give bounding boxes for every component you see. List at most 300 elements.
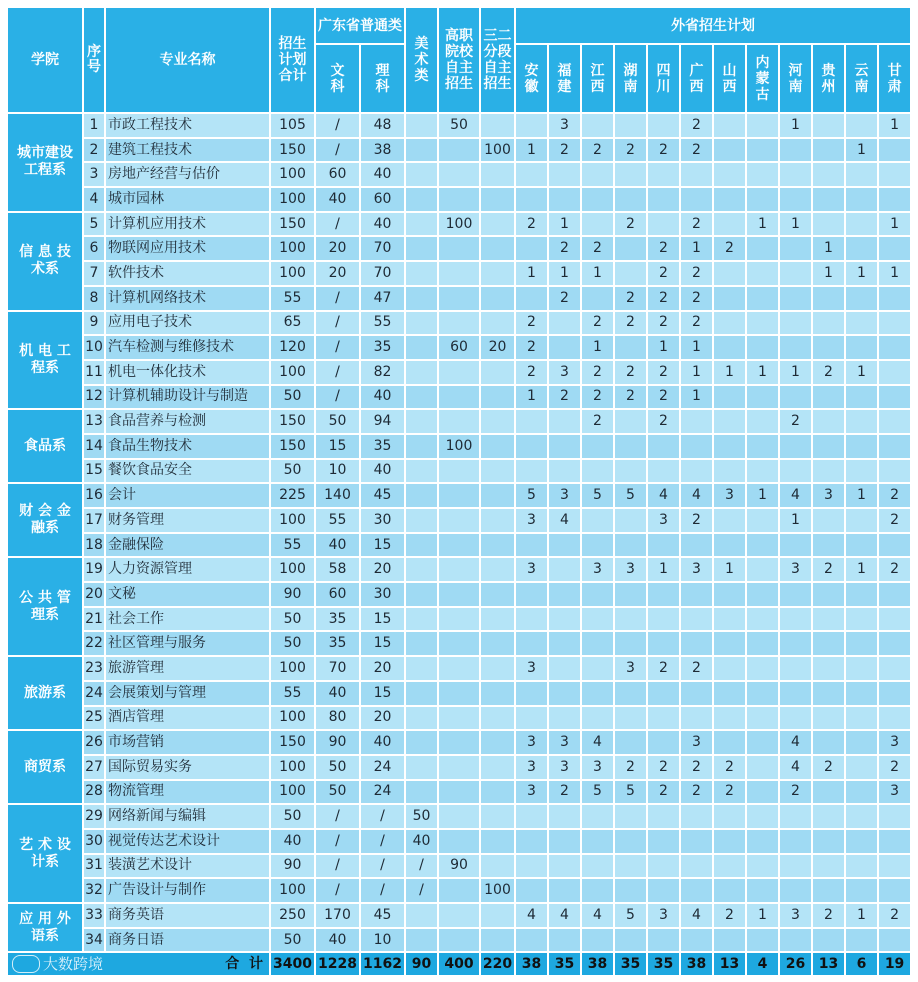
cell-value: 2 [680, 311, 713, 336]
cell-value [746, 533, 779, 558]
cell-value [548, 335, 581, 360]
table-row [7, 557, 911, 582]
cell-major: 市场营销 [105, 730, 270, 755]
cell-value: / [315, 113, 360, 138]
cell-value [438, 236, 480, 261]
cell-value [614, 829, 647, 854]
cell-value: / [405, 854, 438, 879]
cell-value [480, 557, 515, 582]
cell-value [614, 706, 647, 731]
cell-value [779, 829, 812, 854]
cell-value: 3 [515, 557, 548, 582]
cell-seq: 9 [83, 311, 105, 336]
cell-value: 3 [680, 557, 713, 582]
cell-value [614, 533, 647, 558]
cell-major: 酒店管理 [105, 706, 270, 731]
cell-value: 2 [581, 409, 614, 434]
cell-seq: 27 [83, 755, 105, 780]
cell-value [480, 706, 515, 731]
header-seq-text: 序号 [87, 44, 101, 75]
cell-total: 105 [270, 113, 315, 138]
cell-value [614, 730, 647, 755]
total-value: 400 [438, 952, 480, 976]
cell-value [713, 409, 746, 434]
cell-value [812, 335, 845, 360]
cell-value [845, 854, 878, 879]
cell-value [713, 829, 746, 854]
cell-value: 20 [360, 557, 405, 582]
cell-value [515, 878, 548, 903]
header-total-text: 招生计划合计 [278, 36, 307, 84]
cell-value [405, 656, 438, 681]
total-value: 1162 [360, 952, 405, 976]
cell-value [480, 311, 515, 336]
cell-value [812, 409, 845, 434]
cell-value [746, 113, 779, 138]
cell-value: 45 [360, 903, 405, 928]
cell-value [779, 533, 812, 558]
college-name-text: 信 息 技术系 [19, 244, 71, 278]
cell-value: 3 [548, 730, 581, 755]
cell-value [713, 804, 746, 829]
cell-value: 2 [812, 360, 845, 385]
cell-seq: 18 [83, 533, 105, 558]
cell-value [746, 656, 779, 681]
cell-seq: 3 [83, 162, 105, 187]
cell-value: 30 [360, 508, 405, 533]
cell-value [878, 854, 911, 879]
cell-value [647, 928, 680, 953]
cell-value [713, 138, 746, 163]
cell-value [480, 113, 515, 138]
cell-value [647, 681, 680, 706]
cell-value: 50 [315, 755, 360, 780]
cell-major: 建筑工程技术 [105, 138, 270, 163]
cell-value [878, 878, 911, 903]
cell-value: 20 [360, 706, 405, 731]
cell-value [647, 113, 680, 138]
cell-value [405, 459, 438, 484]
cell-value: 1 [845, 903, 878, 928]
table-row [7, 187, 911, 212]
cell-total: 150 [270, 730, 315, 755]
cell-value [614, 928, 647, 953]
cell-value [878, 829, 911, 854]
cell-value [405, 631, 438, 656]
cell-value: 1 [812, 236, 845, 261]
cell-value [713, 335, 746, 360]
cell-value: 5 [581, 483, 614, 508]
total-value: 35 [548, 952, 581, 976]
cell-major: 物联网应用技术 [105, 236, 270, 261]
cell-value [647, 533, 680, 558]
cell-total: 225 [270, 483, 315, 508]
college-name-text: 城市建设工程系 [17, 145, 73, 179]
cell-value: 3 [647, 508, 680, 533]
college-name [7, 409, 83, 483]
cell-value [614, 335, 647, 360]
cell-value [779, 286, 812, 311]
cell-value: 10 [360, 928, 405, 953]
cell-value [438, 804, 480, 829]
cell-value [746, 162, 779, 187]
cell-total: 100 [270, 656, 315, 681]
cell-value [614, 236, 647, 261]
cell-value: 2 [878, 755, 911, 780]
cell-value: 5 [581, 780, 614, 805]
table-row [7, 607, 911, 632]
cell-total: 150 [270, 409, 315, 434]
cell-value [812, 878, 845, 903]
table-row [7, 854, 911, 879]
cell-value [680, 459, 713, 484]
cell-value [845, 162, 878, 187]
cell-seq: 16 [83, 483, 105, 508]
cell-value: 3 [581, 557, 614, 582]
cell-value [746, 187, 779, 212]
cell-total: 100 [270, 780, 315, 805]
cell-value [878, 706, 911, 731]
total-value: 13 [812, 952, 845, 976]
cell-value [647, 582, 680, 607]
cell-major: 文秘 [105, 582, 270, 607]
cell-value: 40 [360, 385, 405, 410]
cell-value [779, 878, 812, 903]
total-row [7, 952, 911, 976]
cell-seq: 13 [83, 409, 105, 434]
cell-seq: 7 [83, 261, 105, 286]
cell-value: 2 [614, 138, 647, 163]
cell-major: 商务日语 [105, 928, 270, 953]
cell-value: 1 [878, 212, 911, 237]
cell-value [614, 434, 647, 459]
cell-value: / [360, 878, 405, 903]
cell-total: 100 [270, 236, 315, 261]
cell-seq: 31 [83, 854, 105, 879]
cell-value: 40 [360, 162, 405, 187]
cell-value: 40 [405, 829, 438, 854]
header-province-text: 内蒙古 [755, 54, 770, 103]
cell-value: 1 [845, 483, 878, 508]
cell-value [878, 928, 911, 953]
cell-value: 2 [647, 385, 680, 410]
cell-value [878, 385, 911, 410]
cell-value [812, 138, 845, 163]
college-name-text: 财 会 金融系 [19, 503, 71, 537]
cell-value: / [315, 138, 360, 163]
cell-value: 2 [779, 409, 812, 434]
cell-value: 40 [315, 187, 360, 212]
cell-value [746, 582, 779, 607]
cell-value [405, 236, 438, 261]
cell-value: 1 [746, 360, 779, 385]
header-province [746, 44, 779, 113]
cell-value [438, 829, 480, 854]
cell-value: 1 [779, 508, 812, 533]
cell-value: 3 [680, 730, 713, 755]
cell-major: 会展策划与管理 [105, 681, 270, 706]
cell-value [845, 286, 878, 311]
cell-value: 2 [647, 138, 680, 163]
cell-major: 食品营养与检测 [105, 409, 270, 434]
cell-value [438, 878, 480, 903]
cell-value [438, 360, 480, 385]
cell-value [713, 385, 746, 410]
cell-value: 60 [315, 582, 360, 607]
header-province-text: 安徽 [524, 62, 539, 95]
cell-value [405, 434, 438, 459]
cell-value [405, 286, 438, 311]
cell-value [746, 311, 779, 336]
cell-value: 1 [680, 335, 713, 360]
cell-seq: 17 [83, 508, 105, 533]
cell-value [845, 582, 878, 607]
cell-value: 5 [614, 483, 647, 508]
cell-seq: 6 [83, 236, 105, 261]
cell-value [515, 681, 548, 706]
cell-value: 70 [315, 656, 360, 681]
cell-value [480, 385, 515, 410]
cell-value: 2 [680, 212, 713, 237]
cell-value [581, 187, 614, 212]
cell-value [405, 755, 438, 780]
cell-value: 2 [614, 286, 647, 311]
header-province-text: 四川 [656, 62, 671, 95]
cell-value [515, 706, 548, 731]
cell-value [812, 286, 845, 311]
cell-value: 100 [438, 434, 480, 459]
table-row [7, 409, 911, 434]
cell-value: / [315, 286, 360, 311]
cell-value [812, 113, 845, 138]
cell-value: 2 [647, 236, 680, 261]
cell-value [548, 928, 581, 953]
cell-value [438, 409, 480, 434]
cell-value: 3 [548, 360, 581, 385]
cell-value [878, 434, 911, 459]
cell-major: 广告设计与制作 [105, 878, 270, 903]
cell-value [515, 607, 548, 632]
cell-value [480, 508, 515, 533]
cell-value: 4 [680, 903, 713, 928]
cell-total: 100 [270, 187, 315, 212]
cell-value: 2 [878, 483, 911, 508]
cell-value [548, 187, 581, 212]
cell-seq: 28 [83, 780, 105, 805]
cell-value [405, 360, 438, 385]
cell-value [812, 607, 845, 632]
cell-value: 35 [315, 607, 360, 632]
cell-value: 3 [713, 483, 746, 508]
cell-value [438, 903, 480, 928]
cell-value [438, 681, 480, 706]
cell-value [438, 582, 480, 607]
cell-value [405, 706, 438, 731]
cell-seq: 29 [83, 804, 105, 829]
cell-seq: 20 [83, 582, 105, 607]
cell-value: 35 [360, 434, 405, 459]
cell-value [812, 854, 845, 879]
cell-value: 2 [779, 780, 812, 805]
cell-value [878, 236, 911, 261]
cell-value [680, 582, 713, 607]
cell-value [812, 928, 845, 953]
cell-value [515, 113, 548, 138]
cell-value: / [360, 854, 405, 879]
cell-value [812, 434, 845, 459]
cell-value [812, 162, 845, 187]
cell-value [438, 631, 480, 656]
cell-value: 20 [360, 656, 405, 681]
cell-value [746, 878, 779, 903]
cell-value [680, 829, 713, 854]
cell-value: 1 [647, 335, 680, 360]
cell-value [779, 706, 812, 731]
cell-value: 1 [779, 360, 812, 385]
cell-value [515, 409, 548, 434]
cell-value: 2 [614, 755, 647, 780]
cell-major: 机电一体化技术 [105, 360, 270, 385]
cell-value [548, 459, 581, 484]
cell-value [779, 138, 812, 163]
cell-value [647, 434, 680, 459]
cell-value [746, 508, 779, 533]
cell-value [713, 212, 746, 237]
cell-seq: 24 [83, 681, 105, 706]
cell-value: 60 [315, 162, 360, 187]
cell-value [480, 607, 515, 632]
cell-value: 2 [647, 409, 680, 434]
cell-total: 55 [270, 533, 315, 558]
total-value: 1228 [315, 952, 360, 976]
cell-value: 4 [581, 903, 614, 928]
cell-value: 3 [779, 557, 812, 582]
cell-value: 10 [315, 459, 360, 484]
cell-seq: 23 [83, 656, 105, 681]
cell-value: 3 [878, 780, 911, 805]
cell-value: 3 [878, 730, 911, 755]
cell-seq: 33 [83, 903, 105, 928]
cell-value [845, 113, 878, 138]
cell-value: 1 [515, 138, 548, 163]
cell-value [405, 780, 438, 805]
cell-value [438, 286, 480, 311]
cell-value [713, 878, 746, 903]
cell-value: 2 [548, 138, 581, 163]
cell-value [746, 286, 779, 311]
cell-total: 55 [270, 681, 315, 706]
cell-value [680, 804, 713, 829]
college-name [7, 483, 83, 557]
cell-seq: 12 [83, 385, 105, 410]
cell-major: 计算机应用技术 [105, 212, 270, 237]
cell-value [812, 829, 845, 854]
cell-value [438, 385, 480, 410]
cell-value: 4 [548, 508, 581, 533]
cell-value: 2 [812, 557, 845, 582]
cell-value [614, 681, 647, 706]
cell-value [548, 311, 581, 336]
cell-value [647, 878, 680, 903]
cell-value [480, 928, 515, 953]
cell-value [405, 113, 438, 138]
header-province [680, 44, 713, 113]
cell-value: 2 [713, 780, 746, 805]
cell-value: 2 [647, 755, 680, 780]
cell-value [614, 261, 647, 286]
cell-major: 餐饮食品安全 [105, 459, 270, 484]
cell-value: / [315, 829, 360, 854]
cell-major: 汽车检测与维修技术 [105, 335, 270, 360]
cell-value: 1 [878, 113, 911, 138]
table-row [7, 755, 911, 780]
cell-value [405, 533, 438, 558]
cell-value: / [315, 360, 360, 385]
cell-value [515, 459, 548, 484]
cell-value: 2 [515, 311, 548, 336]
cell-value: 1 [581, 261, 614, 286]
cell-value [746, 730, 779, 755]
cell-value [812, 780, 845, 805]
cell-value: 40 [360, 459, 405, 484]
cell-value [480, 730, 515, 755]
total-value: 38 [581, 952, 614, 976]
cell-value [614, 187, 647, 212]
cell-value: 24 [360, 780, 405, 805]
header-province [515, 44, 548, 113]
cell-total: 150 [270, 212, 315, 237]
cell-value: 15 [315, 434, 360, 459]
cell-value: 1 [515, 385, 548, 410]
table-body [7, 113, 911, 976]
cell-major: 网络新闻与编辑 [105, 804, 270, 829]
cell-value [548, 681, 581, 706]
cell-total: 50 [270, 804, 315, 829]
cell-value [680, 187, 713, 212]
cell-value: 2 [647, 311, 680, 336]
cell-value: 1 [713, 360, 746, 385]
cell-value [480, 829, 515, 854]
cell-value [812, 311, 845, 336]
cell-value [480, 755, 515, 780]
cell-value [845, 631, 878, 656]
cell-value: 1 [779, 113, 812, 138]
cell-value [845, 508, 878, 533]
cell-value [581, 631, 614, 656]
table-row [7, 533, 911, 558]
cell-value [515, 533, 548, 558]
cell-value [746, 681, 779, 706]
cell-value [647, 459, 680, 484]
cell-value [713, 533, 746, 558]
cell-value: 2 [812, 903, 845, 928]
cell-value [680, 631, 713, 656]
cell-value: 60 [438, 335, 480, 360]
cell-value: 4 [515, 903, 548, 928]
cell-value [845, 385, 878, 410]
cell-value [845, 829, 878, 854]
cell-value [581, 829, 614, 854]
cell-total: 100 [270, 878, 315, 903]
cell-value: 15 [360, 681, 405, 706]
cell-value [713, 187, 746, 212]
cell-value: 40 [315, 928, 360, 953]
cell-value [480, 631, 515, 656]
cell-value: 4 [779, 730, 812, 755]
cell-value: 5 [515, 483, 548, 508]
cell-value [845, 311, 878, 336]
cell-value: 2 [581, 311, 614, 336]
